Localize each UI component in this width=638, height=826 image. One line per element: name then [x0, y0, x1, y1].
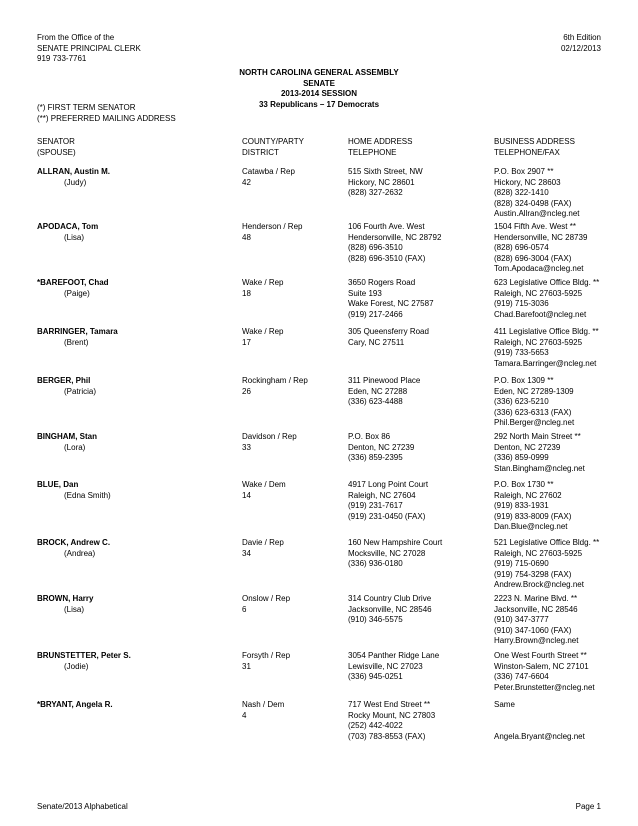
county-district-line: 31 [242, 661, 251, 671]
senator-cell [37, 594, 93, 615]
spouse-name: (Judy) [64, 177, 87, 187]
home-address-line: Lewisville, NC 27023 [348, 661, 423, 671]
home-address-cell [348, 480, 428, 522]
business-address-line: 1504 Fifth Ave. West ** [494, 222, 576, 231]
spouse-name: (Lisa) [64, 232, 85, 242]
business-address-line: Raleigh, NC 27603-5925 [494, 337, 583, 347]
county-district-line: 34 [242, 548, 251, 558]
county-district-line: Wake / Rep [242, 327, 284, 336]
county-district-line: 42 [242, 177, 251, 187]
senator-name: *BRYANT, Angela R. [37, 700, 113, 709]
county-district-line: Catawba / Rep [242, 167, 295, 176]
business-address-line: (336) 747-6604 [494, 672, 549, 681]
business-address-line: Peter.Brunstetter@ncleg.net [494, 682, 595, 692]
senator-name: BERGER, Phil [37, 376, 91, 385]
edition-label: 6th Edition [563, 33, 601, 42]
business-address-line: 411 Legislative Office Bldg. ** [494, 327, 599, 336]
home-address-cell [348, 167, 423, 199]
home-address-line: Mocksville, NC 27028 [348, 548, 426, 558]
business-address-cell [494, 480, 571, 533]
county-district-line: Onslow / Rep [242, 594, 291, 603]
home-address-cell [348, 594, 432, 626]
business-address-cell [494, 376, 574, 429]
business-address-cell [494, 651, 595, 693]
business-address-line: (828) 322-1410 [494, 188, 549, 197]
county-district-line: 17 [242, 337, 251, 347]
business-address-line: P.O. Box 1309 ** [494, 376, 554, 385]
senator-name: BRUNSTETTER, Peter S. [37, 651, 131, 660]
county-district-line: Davie / Rep [242, 538, 284, 547]
home-address-line: 4917 Long Point Court [348, 480, 429, 489]
home-address-cell [348, 376, 420, 408]
home-address-line: Jacksonville, NC 28546 [348, 604, 432, 614]
home-address-line: (828) 327-2632 [348, 188, 403, 197]
business-address-line: Harry.Brown@ncleg.net [494, 636, 579, 645]
home-address-cell [348, 700, 435, 742]
home-address-line: 3054 Panther Ridge Lane [348, 651, 440, 660]
business-address-line: (919) 733-5653 [494, 348, 549, 357]
business-address-line: (336) 623-6313 (FAX) [494, 407, 572, 417]
home-address-cell [348, 278, 434, 320]
business-address-line: 521 Legislative Office Bldg. ** [494, 538, 600, 547]
business-address-line: Tamara.Barringer@ncleg.net [494, 358, 597, 368]
home-address-line: Cary, NC 27511 [348, 337, 405, 347]
home-address-line: (828) 696-3510 [348, 243, 403, 252]
column-header-line: SENATOR [37, 137, 75, 146]
legend-notes [37, 103, 176, 124]
county-district-line: 33 [242, 442, 251, 452]
county-district-cell [242, 651, 290, 672]
business-address-cell [494, 167, 580, 220]
senator-name: BLUE, Dan [37, 480, 79, 489]
business-address-line: 623 Legislative Office Bldg. ** [494, 278, 600, 287]
business-address-line: Raleigh, NC 27602 [494, 490, 562, 500]
home-address-line: 106 Fourth Ave. West [348, 222, 425, 231]
footer-label: Senate/2013 Alphabetical [37, 802, 128, 811]
home-address-line: Hickory, NC 28601 [348, 177, 415, 187]
business-address-line: (919) 715-3036 [494, 299, 549, 308]
home-address-line: (336) 945-0251 [348, 672, 403, 681]
column-header-line: HOME ADDRESS [348, 137, 413, 146]
home-address-line: (828) 696-3510 (FAX) [348, 253, 426, 263]
business-address-cell [494, 222, 587, 275]
county-district-line: Forsyth / Rep [242, 651, 291, 660]
column-header-senator [37, 137, 76, 158]
home-address-line: (919) 217-2466 [348, 309, 403, 319]
county-district-line: Nash / Dem [242, 700, 285, 709]
business-address-line: (336) 623-5210 [494, 397, 549, 406]
senator-name: APODACA, Tom [37, 222, 99, 231]
business-address-line: (828) 324-0498 (FAX) [494, 198, 572, 208]
home-address-line: 717 West End Street ** [348, 700, 431, 709]
county-district-line: 26 [242, 386, 251, 396]
business-address-line [494, 721, 585, 732]
business-address-line: Winston-Salem, NC 27101 [494, 661, 589, 671]
business-address-line: Andrew.Brock@ncleg.net [494, 580, 584, 589]
business-address-line: Austin.Allran@ncleg.net [494, 209, 580, 218]
spouse-name: (Andrea) [64, 548, 96, 558]
office-line: 919 733-7761 [37, 54, 87, 63]
county-district-line: Henderson / Rep [242, 222, 303, 231]
column-header-business [494, 137, 575, 158]
edition-date: 02/12/2013 [560, 43, 601, 53]
senator-name: BROCK, Andrew C. [37, 538, 111, 547]
spouse-name: (Paige) [64, 288, 90, 298]
county-district-line: 6 [242, 604, 247, 614]
note-line: (**) PREFERRED MAILING ADDRESS [37, 113, 176, 123]
business-address-cell [494, 700, 585, 742]
business-address-cell [494, 594, 578, 647]
office-block [37, 33, 141, 65]
home-address-line: Wake Forest, NC 27587 [348, 299, 434, 308]
county-district-cell [242, 222, 302, 243]
home-address-cell [348, 432, 414, 464]
home-address-line: Suite 193 [348, 288, 382, 298]
spouse-name: (Lisa) [64, 604, 85, 614]
business-address-cell [494, 327, 599, 369]
county-district-line: Davidson / Rep [242, 432, 297, 441]
business-address-line: (336) 859-0999 [494, 453, 549, 462]
senator-cell [37, 480, 111, 501]
county-district-cell [242, 700, 284, 721]
home-address-line: 314 Country Club Drive [348, 594, 432, 603]
column-header-home [348, 137, 412, 158]
column-header-county [242, 137, 304, 158]
county-district-line: Rockingham / Rep [242, 376, 308, 385]
home-address-line: 305 Queensferry Road [348, 327, 429, 336]
column-header-line: DISTRICT [242, 147, 279, 157]
county-district-cell [242, 278, 284, 299]
county-district-line: 14 [242, 490, 251, 500]
page-number: Page 1 [575, 802, 601, 811]
county-district-cell [242, 167, 295, 188]
spouse-name: (Lora) [64, 442, 86, 452]
edition-block [561, 33, 601, 54]
home-address-line: Rocky Mount, NC 27803 [348, 710, 436, 720]
county-district-line: 48 [242, 232, 251, 242]
business-address-line [494, 711, 585, 722]
business-address-line: (919) 833-1931 [494, 501, 549, 510]
home-address-line: 311 Pinewood Place [348, 376, 421, 385]
business-address-line: One West Fourth Street ** [494, 651, 587, 660]
home-address-line: (919) 231-7617 [348, 501, 403, 510]
business-address-line: (919) 715-0690 [494, 559, 549, 568]
business-address-line: (828) 696-0574 [494, 243, 549, 252]
business-address-line: Chad.Barefoot@ncleg.net [494, 309, 587, 319]
spouse-name: (Patricia) [64, 386, 97, 396]
county-district-cell [242, 538, 284, 559]
column-header-line: COUNTY/PARTY [242, 137, 304, 146]
county-district-line: 4 [242, 710, 247, 720]
home-address-line: Eden, NC 27288 [348, 386, 408, 396]
senator-cell [37, 432, 97, 453]
title-line: 2013-2014 SESSION [280, 89, 358, 98]
business-address-cell [494, 278, 599, 320]
county-district-cell [242, 480, 286, 501]
business-address-line: (919) 833-8009 (FAX) [494, 511, 572, 521]
business-address-line: Raleigh, NC 27603-5925 [494, 288, 583, 298]
business-address-line: (828) 696-3004 (FAX) [494, 253, 572, 263]
senator-cell [37, 278, 109, 299]
column-header-line: (SPOUSE) [37, 147, 76, 157]
business-address-line: 2223 N. Marine Blvd. ** [494, 594, 578, 603]
spouse-name: (Jodie) [64, 661, 89, 671]
business-address-line: Hendersonville, NC 28739 [494, 232, 588, 242]
home-address-line: Hendersonville, NC 28792 [348, 232, 442, 242]
column-header-line: BUSINESS ADDRESS [494, 137, 575, 146]
county-district-line: Wake / Rep [242, 278, 284, 287]
business-address-line: Stan.Bingham@ncleg.net [494, 463, 585, 473]
home-address-cell [348, 538, 442, 570]
home-address-cell [348, 327, 429, 348]
home-address-line: (252) 442-4022 [348, 721, 403, 730]
home-address-line: Denton, NC 27239 [348, 442, 415, 452]
business-address-line: Angela.Bryant@ncleg.net [494, 731, 585, 741]
home-address-cell [348, 651, 439, 683]
county-district-cell [242, 594, 290, 615]
county-district-cell [242, 432, 297, 453]
home-address-line: Raleigh, NC 27604 [348, 490, 416, 500]
senator-cell [37, 167, 110, 188]
senator-name: BINGHAM, Stan [37, 432, 97, 441]
home-address-line: P.O. Box 86 [348, 432, 391, 441]
business-address-line: P.O. Box 1730 ** [494, 480, 554, 489]
business-address-line: Denton, NC 27239 [494, 442, 561, 452]
business-address-cell [494, 432, 585, 474]
business-address-line: (910) 347-1060 (FAX) [494, 625, 572, 635]
home-address-line: (703) 783-8553 (FAX) [348, 731, 426, 741]
note-line: (*) FIRST TERM SENATOR [37, 103, 136, 112]
title-line: 33 Republicans – 17 Democrats [258, 99, 380, 109]
business-address-line: 292 North Main Street ** [494, 432, 581, 441]
business-address-line: Raleigh, NC 27603-5925 [494, 548, 583, 558]
home-address-line: (336) 936-0180 [348, 559, 403, 568]
home-address-cell [348, 222, 441, 264]
business-address-line: Same [494, 700, 515, 709]
business-address-line: Phil.Berger@ncleg.net [494, 418, 575, 427]
senator-cell [37, 538, 110, 559]
business-address-cell [494, 538, 599, 591]
business-address-line: Jacksonville, NC 28546 [494, 604, 578, 614]
column-header-line: TELEPHONE/FAX [494, 147, 560, 157]
office-line: SENATE PRINCIPAL CLERK [37, 43, 141, 53]
senator-cell [37, 327, 118, 348]
business-address-line: Hickory, NC 28603 [494, 177, 561, 187]
county-district-cell [242, 327, 284, 348]
county-district-line: 18 [242, 288, 251, 298]
home-address-line: (919) 231-0450 (FAX) [348, 511, 426, 521]
business-address-line: Dan.Blue@ncleg.net [494, 522, 568, 531]
county-district-line: Wake / Dem [242, 480, 286, 489]
home-address-line: 160 New Hampshire Court [348, 538, 443, 547]
home-address-line: (910) 346-5575 [348, 615, 403, 624]
business-address-line: (919) 754-3298 (FAX) [494, 569, 572, 579]
home-address-line: (336) 859-2395 [348, 453, 403, 462]
county-district-cell [242, 376, 308, 397]
business-address-line: Eden, NC 27289-1309 [494, 386, 574, 396]
business-address-line: (910) 347-3777 [494, 615, 549, 624]
business-address-line: P.O. Box 2907 ** [494, 167, 554, 176]
office-line: From the Office of the [37, 33, 115, 42]
senator-cell [37, 700, 113, 711]
senator-cell [37, 222, 98, 243]
senator-name: BARRINGER, Tamara [37, 327, 118, 336]
home-address-line: 3650 Rogers Road [348, 278, 416, 287]
business-address-line: Tom.Apodaca@ncleg.net [494, 264, 584, 273]
home-address-line: (336) 623-4488 [348, 397, 403, 406]
spouse-name: (Edna Smith) [64, 490, 111, 500]
title-line: SENATE [303, 78, 335, 88]
senator-name: *BAREFOOT, Chad [37, 278, 109, 287]
senator-name: BROWN, Harry [37, 594, 94, 603]
column-header-line: TELEPHONE [348, 147, 397, 157]
senator-cell [37, 651, 131, 672]
title-line: NORTH CAROLINA GENERAL ASSEMBLY [239, 68, 399, 77]
home-address-line: 515 Sixth Street, NW [348, 167, 423, 176]
senator-name: ALLRAN, Austin M. [37, 167, 111, 176]
spouse-name: (Brent) [64, 337, 89, 347]
senator-cell [37, 376, 96, 397]
